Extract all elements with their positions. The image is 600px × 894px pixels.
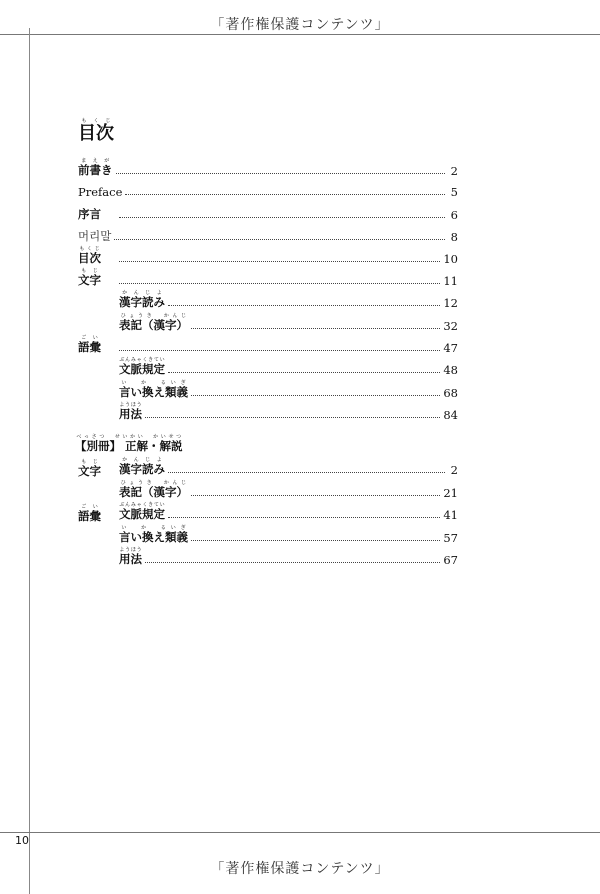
toc-entry[interactable]: 言い換え類義い か るいぎ 68 <box>119 380 458 400</box>
page-title: 目次もくじ <box>78 118 114 144</box>
bottom-rule <box>0 832 600 833</box>
toc-entry[interactable]: Preface 5 <box>78 185 458 199</box>
toc-entry[interactable]: 文字もじ 11 <box>78 268 458 288</box>
toc-entry[interactable]: 目次もくじ 10 <box>78 246 458 266</box>
toc-entry[interactable]: 語彙ごい 47 <box>78 335 458 355</box>
toc-entry[interactable]: 表記（漢字）ひょうき かんじ 21 <box>119 480 458 500</box>
toc-entry[interactable]: 文脈規定ぶんみゃくきてい 41 <box>119 502 458 522</box>
toc-entry[interactable]: 用法ようほう 67 <box>119 547 458 567</box>
top-rule <box>0 34 600 35</box>
toc-entry[interactable]: 用法ようほう 84 <box>119 402 458 422</box>
toc-entry[interactable]: 言い換え類義い か るいぎ 57 <box>119 525 458 545</box>
appendix-group-moji: 文字もじ <box>78 459 101 478</box>
toc-entry[interactable]: 前書きまえが 2 <box>78 158 458 178</box>
toc-entry[interactable]: 漢字読みかんじよ 2 <box>119 457 458 477</box>
appendix-group-goi: 語彙ごい <box>78 504 101 523</box>
appendix-heading: 【別冊】 正解・解説べっさつ せいかい かいせつ <box>75 434 183 453</box>
toc-entry[interactable]: 머리말 8 <box>78 229 458 244</box>
header-watermark: 「著作権保護コンテンツ」 <box>210 17 390 33</box>
toc-entry[interactable]: 文脈規定ぶんみゃくきてい 48 <box>119 357 458 377</box>
margin-line <box>29 28 30 894</box>
toc-entry[interactable]: 序言 6 <box>78 207 458 222</box>
footer-watermark: 「著作権保護コンテンツ」 <box>210 861 390 877</box>
page-number: 10 <box>15 834 29 847</box>
toc-entry[interactable]: 表記（漢字）ひょうき かんじ 32 <box>119 313 458 333</box>
toc-entry[interactable]: 漢字読みかんじよ 12 <box>119 290 458 310</box>
